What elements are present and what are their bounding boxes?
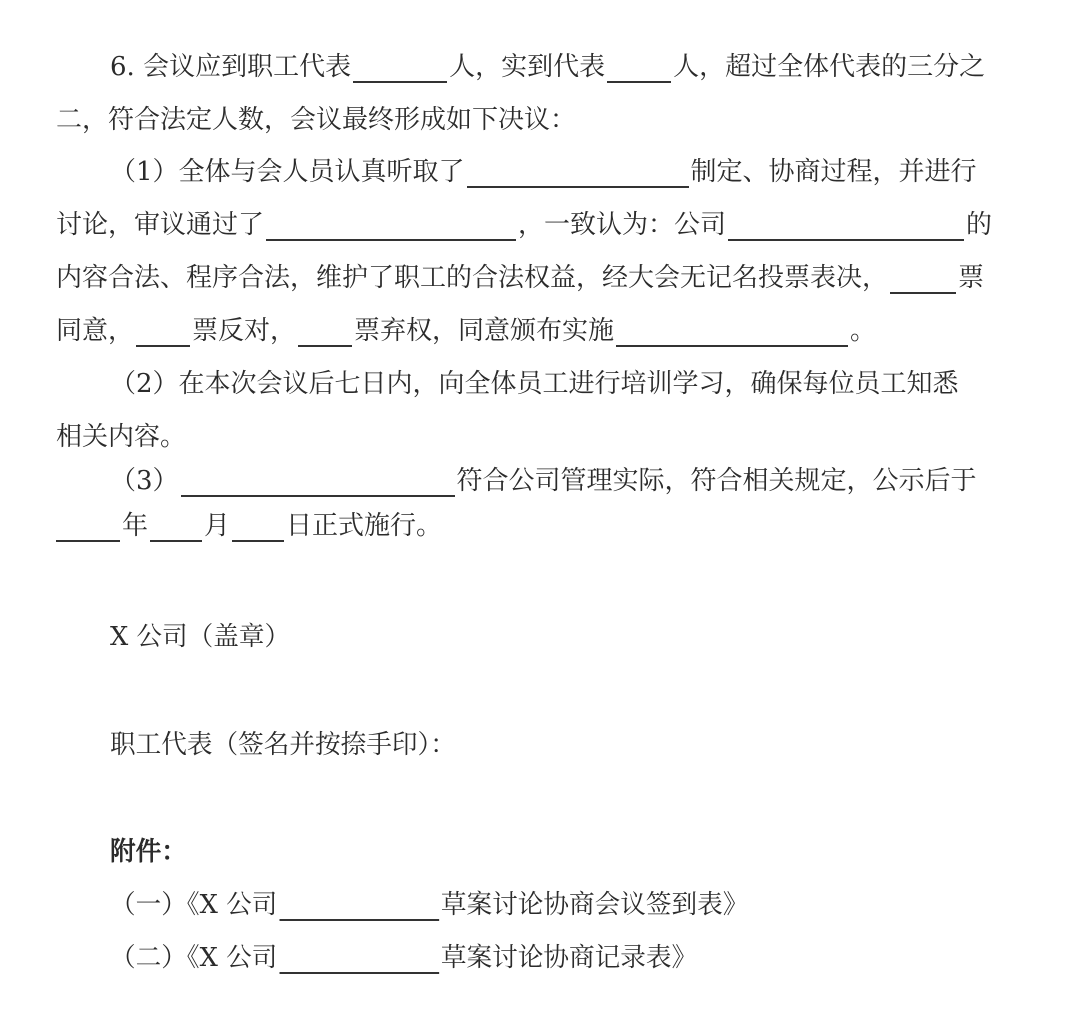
votes-abstain-blank[interactable] (298, 315, 352, 347)
effective-document-blank[interactable] (181, 465, 455, 497)
attachment-1-blank[interactable] (279, 889, 439, 921)
item1-text: 的 (966, 210, 993, 240)
votes-for-blank[interactable] (890, 262, 956, 294)
clause6-line1 (56, 41, 1020, 93)
attachment-2-blank[interactable] (279, 942, 439, 974)
item2-text: 相关内容。 (56, 422, 187, 452)
clause6-text: 人，实到代表 (449, 52, 606, 82)
item2-line1 (56, 358, 1020, 410)
approved-document-blank[interactable] (266, 209, 516, 241)
item3-text: 年 (122, 511, 149, 541)
item1-line4 (56, 305, 1020, 357)
clause6-line2 (56, 94, 1020, 146)
heard-document-blank[interactable] (467, 156, 689, 188)
year-blank[interactable] (56, 510, 120, 542)
actual-count-blank[interactable] (607, 51, 671, 83)
day-blank[interactable] (232, 510, 284, 542)
item1-text: 。 (850, 316, 877, 346)
attachments-heading-line (110, 826, 1060, 878)
item3-text: 月 (204, 511, 231, 541)
clause6-text: 6. 会议应到职工代表 (110, 52, 352, 82)
attachments-heading: 附件： (110, 837, 187, 867)
votes-against-blank[interactable] (136, 315, 190, 347)
item3-text: 日正式施行。 (286, 511, 443, 541)
employee-rep-line (110, 719, 1060, 771)
item1-text: （1）全体与会人员认真听取了 (110, 157, 465, 187)
item1-text: 讨论，审议通过了 (56, 210, 265, 240)
attachment-item-2 (110, 932, 1060, 984)
attachment-suffix: 草案讨论协商会议签到表》 (440, 890, 749, 920)
item3-text: 符合公司管理实际，符合相关规定，公示后于 (456, 466, 977, 496)
item1-text: 票 (958, 263, 985, 293)
item1-text: 票弃权，同意颁布实施 (354, 316, 615, 346)
company-seal-line (110, 611, 1060, 663)
clause6-text: 人，超过全体代表的三分之 (673, 52, 986, 82)
item3-text: （3） (110, 466, 179, 496)
month-blank[interactable] (150, 510, 202, 542)
clause6-text: 二，符合法定人数，会议最终形成如下决议： (56, 105, 577, 135)
item1-text: 票反对， (192, 316, 297, 346)
employee-rep-label: 职工代表（签名并按捺手印）： (110, 730, 456, 760)
item1-text: 制定、协商过程，并进行 (690, 157, 977, 187)
item1-line3 (56, 252, 1020, 304)
item1-text: 内容合法、程序合法，维护了职工的合法权益，经大会无记名投票表决， (56, 263, 889, 293)
item1-line1 (56, 146, 1020, 198)
item1-text: 同意， (56, 316, 135, 346)
attachment-prefix: （二）《X 公司 (110, 943, 278, 973)
company-document-blank[interactable] (728, 209, 964, 241)
promulgated-document-blank[interactable] (616, 315, 848, 347)
item3-line2 (56, 500, 1020, 552)
attachment-prefix: （一）《X 公司 (110, 890, 278, 920)
item2-text: （2）在本次会议后七日内，向全体员工进行培训学习，确保每位员工知悉 (110, 369, 959, 399)
item1-line2 (56, 199, 1020, 251)
attachment-suffix: 草案讨论协商记录表》 (440, 943, 698, 973)
company-seal-label: X 公司（盖章） (110, 622, 291, 652)
item1-text: ，一致认为：公司 (518, 210, 727, 240)
attachment-item-1 (110, 879, 1060, 931)
expected-count-blank[interactable] (353, 51, 447, 83)
